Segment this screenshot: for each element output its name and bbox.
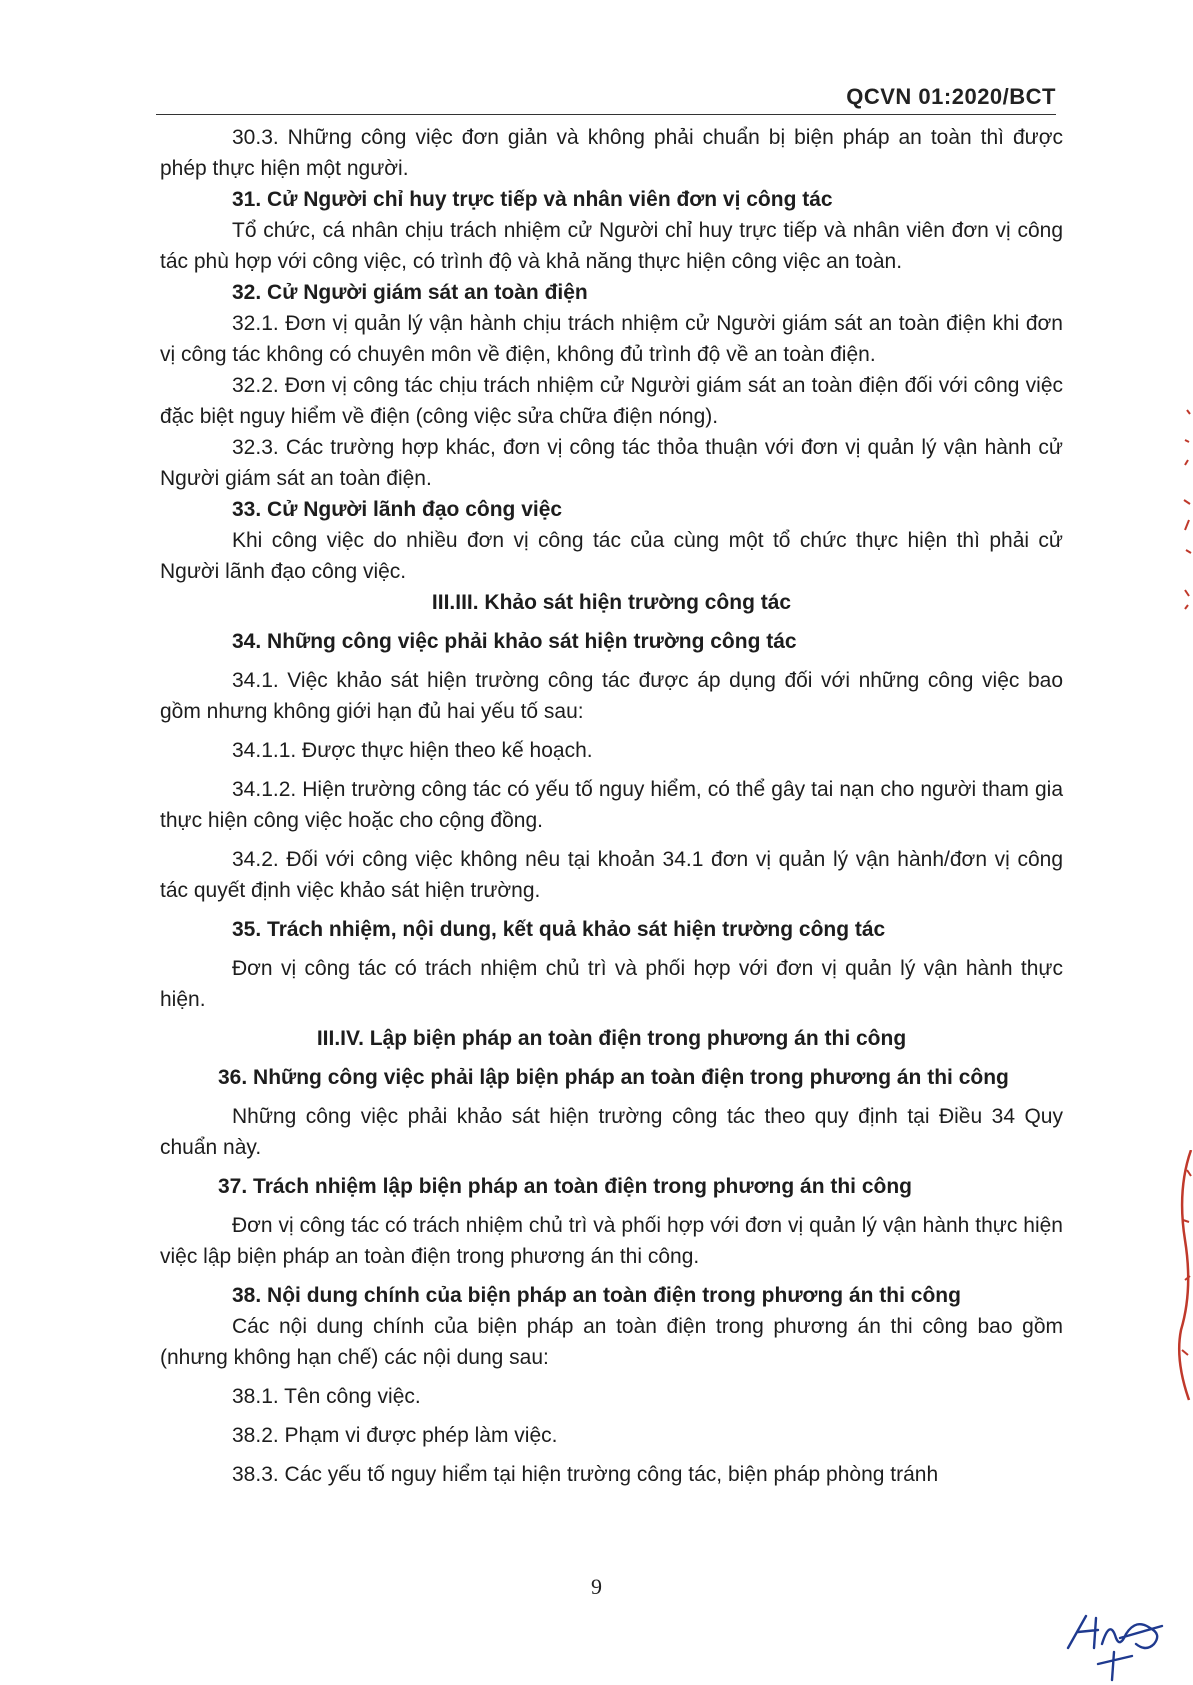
paragraph-35: Đơn vị công tác có trách nhiệm chủ trì và phối hợp với đơn vị quản lý vận hành thực hiện. [160,957,1063,1011]
paragraph-37: Đơn vị công tác có trách nhiệm chủ trì và phối hợp với đơn vị quản lý vận hành thực hiện việc lập biện pháp an toàn điện trong phương án thi công. [160,1214,1063,1268]
paragraph-32-1: 32.1. Đơn vị quản lý vận hành chịu trách nhiệm cử Người giám sát an toàn điện khi đơn vị công tác không có chuyên môn về điện, không đủ trình độ về an toàn điện. [160,312,1063,366]
heading-38: 38. Nội dung chính của biện pháp an toàn điện trong phương án thi công [232,1284,961,1307]
paragraph-38: Các nội dung chính của biện pháp an toàn điện trong phương án thi công bao gồm (nhưng không hạn chế) các nội dung sau: [160,1315,1063,1369]
stamp-fragment [1173,1150,1193,1410]
paragraph-36: Những công việc phải khảo sát hiện trường công tác theo quy định tại Điều 34 Quy chuẩn này. [160,1105,1063,1159]
paragraph-32-2: 32.2. Đơn vị công tác chịu trách nhiệm cử Người giám sát an toàn điện đối với công việc đặc biệt nguy hiểm về điện (công việc sửa chữa điện nóng). [160,374,1063,428]
paragraph-32-3: 32.3. Các trường hợp khác, đơn vị công tác thỏa thuận với đơn vị quản lý vận hành cử Người giám sát an toàn điện. [160,436,1063,490]
paragraph-38-2: 38.2. Phạm vi được phép làm việc. [232,1424,558,1447]
heading-32: 32. Cử Người giám sát an toàn điện [232,281,588,304]
paragraph-33: Khi công việc do nhiều đơn vị công tác của cùng một tổ chức thực hiện thì phải cử Người lãnh đạo công việc. [160,529,1063,583]
page-header [156,80,1056,115]
paragraph-34-1-2: 34.1.2. Hiện trường công tác có yếu tố nguy hiểm, có thể gây tai nạn cho người tham gia thực hiện công việc hoặc cho cộng đồng. [160,778,1063,832]
margin-red-marks [1179,400,1193,620]
heading-33: 33. Cử Người lãnh đạo công việc [232,498,563,521]
paragraph-31: Tổ chức, cá nhân chịu trách nhiệm cử Người chỉ huy trực tiếp và nhân viên đơn vị công tác phù hợp với công việc, có trình độ và khả năng thực hiện công việc an toàn. [160,219,1063,273]
paragraph-30-3: 30.3. Những công việc đơn giản và không phải chuẩn bị biện pháp an toàn thì được phép thực hiện một người. [160,126,1063,180]
paragraph-38-3: 38.3. Các yếu tố nguy hiểm tại hiện trường công tác, biện pháp phòng tránh [232,1463,939,1486]
page-number: 9 [591,1574,602,1599]
heading-31: 31. Cử Người chỉ huy trực tiếp và nhân viên đơn vị công tác [232,188,833,211]
paragraph-34-2: 34.2. Đối với công việc không nêu tại khoản 34.1 đơn vị quản lý vận hành/đơn vị công tác quyết định việc khảo sát hiện trường. [160,848,1063,902]
heading-36: 36. Những công việc phải lập biện pháp an toàn điện trong phương án thi công [218,1066,1009,1089]
section-heading-iii-iv: III.IV. Lập biện pháp an toàn điện trong phương án thi công [316,1027,907,1050]
heading-34: 34. Những công việc phải khảo sát hiện trường công tác [232,630,797,653]
handwritten-signature [1058,1608,1168,1683]
paragraph-34-1-1: 34.1.1. Được thực hiện theo kế hoạch. [232,739,593,762]
paragraph-38-1: 38.1. Tên công việc. [232,1385,421,1408]
heading-35: 35. Trách nhiệm, nội dung, kết quả khảo sát hiện trường công tác [232,918,886,941]
heading-37: 37. Trách nhiệm lập biện pháp an toàn điện trong phương án thi công [218,1175,913,1198]
paragraph-34-1: 34.1. Việc khảo sát hiện trường công tác được áp dụng đối với những công việc bao gồm nhưng không giới hạn đủ hai yếu tố sau: [160,669,1063,723]
document-code: QCVN 01:2020/BCT [846,84,1056,109]
section-heading-iii-iii: III.III. Khảo sát hiện trường công tác [431,591,792,614]
document-body [160,122,1063,1490]
